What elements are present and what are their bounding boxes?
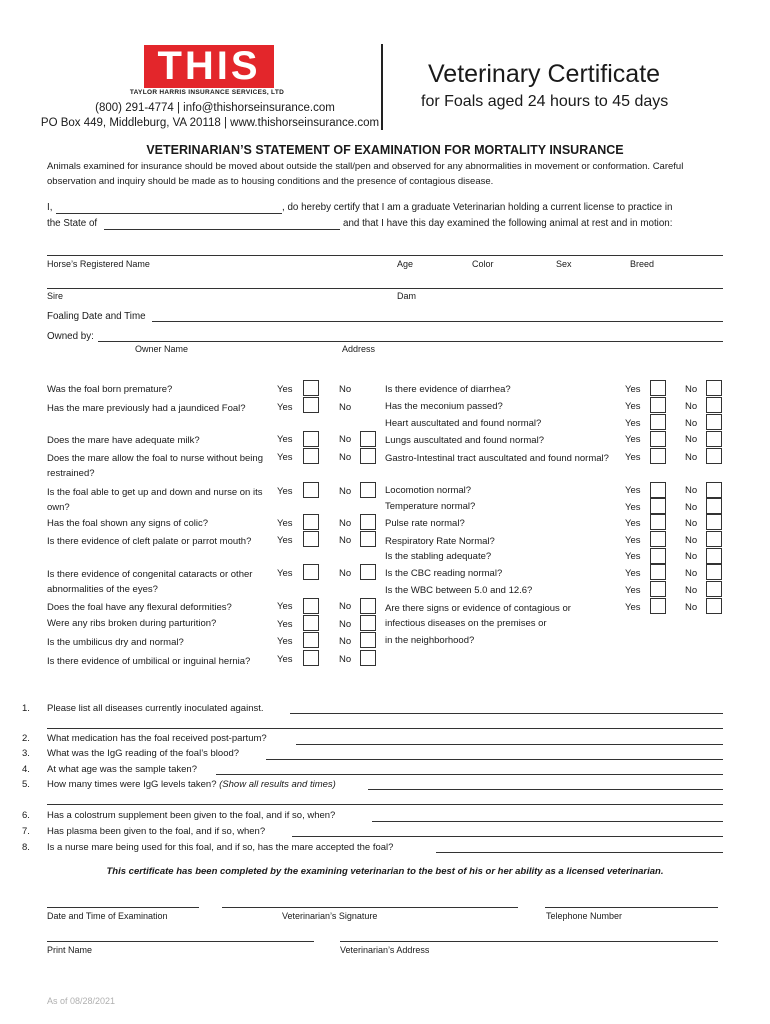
yes-checkbox[interactable]	[650, 514, 666, 530]
yes-label: Yes	[625, 418, 641, 429]
right-question: Has the meconium passed?	[385, 401, 503, 412]
question-number: 5.	[22, 779, 30, 790]
no-label: No	[339, 601, 352, 612]
left-question: Is the umbilicus dry and normal?	[47, 637, 184, 648]
left-question: Was the foal born premature?	[47, 384, 173, 395]
question-number: 3.	[22, 748, 30, 759]
no-label: No	[685, 551, 698, 562]
answer-line[interactable]	[216, 774, 723, 775]
yes-label: Yes	[625, 551, 641, 562]
yes-label: Yes	[625, 452, 641, 463]
numbered-question: Has a colostrum supplement been given to the foal, and if so, when?	[47, 810, 336, 821]
question-number: 2.	[22, 733, 30, 744]
yes-checkbox[interactable]	[650, 380, 666, 396]
left-question: Has the foal shown any signs of colic?	[47, 518, 209, 529]
answer-line[interactable]	[292, 836, 723, 837]
state-line[interactable]	[104, 229, 340, 230]
address-label: Address	[342, 344, 376, 354]
numbered-question: What medication has the foal received post-partum?	[47, 733, 267, 744]
yes-label: Yes	[277, 601, 293, 612]
no-checkbox[interactable]	[706, 548, 722, 564]
answer-line[interactable]	[266, 759, 723, 760]
numbered-question: What was the IgG reading of the foal’s blood?	[47, 748, 240, 759]
revision-date: As of 08/28/2021	[47, 996, 116, 1006]
yes-checkbox[interactable]	[650, 414, 666, 430]
no-checkbox[interactable]	[706, 598, 722, 614]
numbered-question: At what age was the sample taken?	[47, 764, 197, 775]
state-suffix: and that I have this day examined the following animal at rest and in motion:	[343, 218, 673, 229]
no-checkbox[interactable]	[360, 431, 376, 447]
yes-label: Yes	[277, 654, 293, 665]
sire-dam-line[interactable]	[47, 288, 723, 289]
no-checkbox[interactable]	[360, 482, 376, 498]
yes-checkbox[interactable]	[303, 431, 319, 447]
no-checkbox[interactable]	[360, 615, 376, 631]
yes-label: Yes	[625, 535, 641, 546]
yes-label: Yes	[277, 486, 293, 497]
no-label: No	[339, 535, 352, 546]
yes-checkbox[interactable]	[650, 548, 666, 564]
left-question: Is the foal able to get up and down and nurse on its own?	[47, 487, 263, 513]
right-question: Pulse rate normal?	[385, 518, 465, 529]
certify-prefix: I,	[47, 202, 53, 213]
left-question: Does the mare allow the foal to nurse without being restrained?	[47, 453, 263, 479]
no-label: No	[339, 518, 352, 529]
no-label: No	[685, 602, 698, 613]
yes-checkbox[interactable]	[303, 615, 319, 631]
no-label: No	[685, 518, 698, 529]
left-question: Were any ribs broken during parturition?	[47, 618, 217, 629]
no-checkbox[interactable]	[706, 380, 722, 396]
no-label: No	[685, 401, 698, 412]
logo: THIS	[144, 45, 274, 88]
no-label: No	[339, 486, 352, 497]
vet-signature-label: Veterinarian’s Signature	[282, 911, 378, 921]
right-question: Respiratory Rate Normal?	[385, 536, 495, 547]
no-label: No	[685, 585, 698, 596]
dam-label: Dam	[397, 291, 417, 301]
no-label: No	[685, 502, 698, 513]
yes-checkbox[interactable]	[650, 581, 666, 597]
no-label: No	[685, 485, 698, 496]
yes-checkbox[interactable]	[650, 498, 666, 514]
no-checkbox[interactable]	[706, 581, 722, 597]
yes-checkbox[interactable]	[650, 598, 666, 614]
age-label: Age	[397, 259, 414, 269]
owner-line[interactable]	[98, 341, 723, 342]
no-label: No	[339, 636, 352, 647]
no-checkbox[interactable]	[706, 482, 722, 498]
question-number: 4.	[22, 764, 30, 775]
answer-line[interactable]	[47, 804, 723, 805]
no-label: No	[685, 418, 698, 429]
yes-checkbox[interactable]	[650, 531, 666, 547]
no-checkbox[interactable]	[360, 448, 376, 464]
right-question: Gastro-Intestinal tract auscultated and found normal?	[385, 453, 609, 464]
yes-label: Yes	[277, 619, 293, 630]
yes-label: Yes	[277, 434, 293, 445]
left-question: Does the mare have adequate milk?	[47, 435, 200, 446]
no-checkbox[interactable]	[706, 531, 722, 547]
yes-checkbox[interactable]	[303, 482, 319, 498]
foaling-line[interactable]	[152, 321, 723, 322]
right-question: Is the WBC between 5.0 and 12.6?	[385, 585, 533, 596]
no-checkbox[interactable]	[360, 564, 376, 580]
no-checkbox[interactable]	[360, 632, 376, 648]
question-number: 1.	[22, 703, 30, 714]
right-question: in the neighborhood?	[385, 635, 475, 646]
numbered-question: Has plasma been given to the foal, and if so, when?	[47, 826, 266, 837]
no-label: No	[685, 452, 698, 463]
yes-checkbox[interactable]	[303, 531, 319, 547]
vet-address-label: Veterinarian’s Address	[340, 945, 430, 955]
answer-line[interactable]	[47, 728, 723, 729]
yes-label: Yes	[277, 518, 293, 529]
print-name-line[interactable]	[47, 941, 314, 942]
sex-label: Sex	[556, 259, 572, 269]
yes-checkbox[interactable]	[303, 397, 319, 413]
no-label: No	[339, 568, 352, 579]
answer-line[interactable]	[296, 744, 723, 745]
yes-checkbox[interactable]	[650, 482, 666, 498]
date-time-label: Date and Time of Examination	[47, 911, 168, 921]
horse-info-line[interactable]	[47, 255, 723, 256]
right-question: Heart auscultated and found normal?	[385, 418, 542, 429]
numbered-question: Is a nurse mare being used for this foal, and if so, has the mare accepted the foal?	[47, 842, 394, 853]
answer-line[interactable]	[372, 821, 723, 822]
no-checkbox[interactable]	[360, 598, 376, 614]
yes-label: Yes	[277, 636, 293, 647]
vet-address-line[interactable]	[340, 941, 718, 942]
no-label: No	[685, 535, 698, 546]
no-label: No	[685, 568, 698, 579]
telephone-line[interactable]	[545, 907, 718, 908]
state-prefix: the State of	[47, 218, 98, 229]
no-checkbox[interactable]	[706, 397, 722, 413]
no-checkbox[interactable]	[706, 431, 722, 447]
left-question: Is there evidence of umbilical or inguinal hernia?	[47, 656, 251, 667]
right-question: Lungs auscultated and found normal?	[385, 435, 544, 446]
no-checkbox[interactable]	[706, 564, 722, 580]
date-time-line[interactable]	[47, 907, 199, 908]
yes-label: Yes	[277, 452, 293, 463]
yes-checkbox[interactable]	[303, 632, 319, 648]
yes-checkbox[interactable]	[650, 564, 666, 580]
owner-name-label: Owner Name	[135, 344, 189, 354]
page-subtitle: for Foals aged 24 hours to 45 days	[421, 93, 669, 110]
yes-checkbox[interactable]	[303, 564, 319, 580]
left-question: Is there evidence of cleft palate or parrot mouth?	[47, 536, 252, 547]
yes-checkbox[interactable]	[650, 397, 666, 413]
no-checkbox[interactable]	[706, 498, 722, 514]
yes-label: Yes	[277, 384, 293, 395]
numbered-question-note: (Show all results and times)	[219, 779, 336, 790]
telephone-label: Telephone Number	[546, 911, 623, 921]
header-divider	[381, 44, 383, 130]
yes-checkbox[interactable]	[650, 448, 666, 464]
foaling-label: Foaling Date and Time	[47, 311, 146, 322]
no-label: No	[339, 619, 352, 630]
no-checkbox[interactable]	[360, 514, 376, 530]
numbered-question-text: How many times were IgG levels taken?	[47, 779, 217, 790]
yes-label: Yes	[625, 568, 641, 579]
numbered-question: Please list all diseases currently inoculated against.	[47, 703, 264, 714]
no-label: No	[339, 402, 352, 413]
yes-label: Yes	[277, 535, 293, 546]
certification-statement: This certificate has been completed by the examining veterinarian to the best of his or her ability as a licensed veterinarian.	[106, 866, 664, 877]
right-question: Temperature normal?	[385, 501, 476, 512]
right-question: Is there evidence of diarrhea?	[385, 384, 511, 395]
no-checkbox[interactable]	[360, 531, 376, 547]
no-label: No	[339, 384, 352, 395]
yes-label: Yes	[625, 502, 641, 513]
no-label: No	[339, 654, 352, 665]
yes-label: Yes	[625, 518, 641, 529]
question-number: 6.	[22, 810, 30, 821]
left-question: Has the mare previously had a jaundiced Foal?	[47, 403, 246, 414]
breed-label: Breed	[630, 259, 655, 269]
yes-checkbox[interactable]	[303, 598, 319, 614]
no-label: No	[339, 434, 352, 445]
yes-checkbox[interactable]	[303, 380, 319, 396]
no-label: No	[685, 434, 698, 445]
intro-text: Animals examined for insurance should be moved about outside the stall/pen and observed for any abnormalities in movement or conformation. Careful observation and inquiry should be made as to housing conditions and the presence of contagious disease.	[47, 161, 684, 187]
no-checkbox[interactable]	[706, 414, 722, 430]
right-question: Locomotion normal?	[385, 485, 472, 496]
certify-text: , do hereby certify that I am a graduate Veterinarian holding a current license to practice in	[282, 202, 673, 213]
right-question: Are there signs or evidence of contagious or infectious diseases on the premises or	[385, 603, 571, 629]
yes-checkbox[interactable]	[303, 514, 319, 530]
yes-label: Yes	[625, 401, 641, 412]
yes-label: Yes	[625, 585, 641, 596]
left-question: Does the foal have any flexural deformities?	[47, 602, 232, 613]
yes-label: Yes	[625, 384, 641, 395]
no-label: No	[685, 384, 698, 395]
no-checkbox[interactable]	[706, 448, 722, 464]
question-number: 8.	[22, 842, 30, 853]
no-label: No	[339, 452, 352, 463]
color-label: Color	[472, 259, 494, 269]
statement-heading: VETERINARIAN’S STATEMENT OF EXAMINATION FOR MORTALITY INSURANCE	[146, 143, 624, 157]
answer-line[interactable]	[368, 789, 723, 790]
question-number: 7.	[22, 826, 30, 837]
yes-label: Yes	[277, 402, 293, 413]
no-checkbox[interactable]	[360, 650, 376, 666]
yes-checkbox[interactable]	[303, 448, 319, 464]
contact-phone-email: (800) 291-4774 | info@thishorseinsurance.com	[95, 102, 335, 114]
owned-by-label: Owned by:	[47, 331, 94, 342]
no-checkbox[interactable]	[706, 514, 722, 530]
numbered-question	[47, 779, 336, 790]
logo-subtitle: TAYLOR HARRIS INSURANCE SERVICES, LTD	[129, 89, 285, 96]
yes-label: Yes	[625, 602, 641, 613]
right-question: Is the CBC reading normal?	[385, 568, 503, 579]
answer-line[interactable]	[436, 852, 723, 853]
vet-signature-line[interactable]	[222, 907, 518, 908]
yes-checkbox[interactable]	[303, 650, 319, 666]
sire-label: Sire	[47, 291, 64, 301]
answer-line[interactable]	[290, 713, 723, 714]
page-title: Veterinary Certificate	[428, 60, 661, 88]
contact-address: PO Box 449, Middleburg, VA 20118 | www.thishorseinsurance.com	[40, 117, 380, 129]
yes-label: Yes	[625, 485, 641, 496]
yes-label: Yes	[625, 434, 641, 445]
vet-name-line[interactable]	[56, 213, 282, 214]
print-name-label: Print Name	[47, 945, 93, 955]
left-question: Is there evidence of congenital cataracts or other abnormalities of the eyes?	[47, 569, 253, 595]
right-question: Is the stabling adequate?	[385, 551, 492, 562]
yes-label: Yes	[277, 568, 293, 579]
yes-checkbox[interactable]	[650, 431, 666, 447]
registered-name-label: Horse’s Registered Name	[47, 259, 150, 269]
